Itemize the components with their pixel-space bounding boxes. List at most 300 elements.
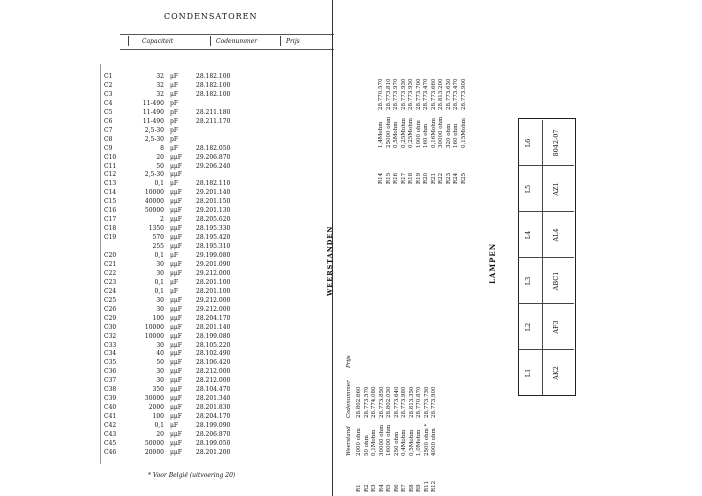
cell-unit: pF <box>170 126 179 134</box>
cell-ref: C39 <box>104 395 117 403</box>
table-row <box>104 144 284 153</box>
cell-unit: μμF <box>170 431 182 438</box>
cell-unit: μμF <box>170 216 182 224</box>
cell-unit: pF <box>170 99 179 107</box>
header-prijs: Prijs <box>286 38 300 45</box>
cell-unit: μμF <box>170 198 182 206</box>
cell-ref: C23 <box>104 278 117 286</box>
cell-unit: μμF <box>170 225 182 233</box>
cell-code: 28.182.050 <box>196 144 231 152</box>
cell-code: 28.106.420 <box>196 359 231 367</box>
resistor-ref: R2 <box>363 484 370 492</box>
resistor-ref: R9 <box>416 484 422 492</box>
cell-cap: 20000 <box>144 448 164 456</box>
cell-unit: μμF <box>170 305 182 313</box>
cell-ref: C3 <box>104 90 113 98</box>
cell-cap: 11-490 <box>142 99 164 107</box>
cell-code: 28.182.100 <box>196 73 231 80</box>
resistor-code: 28.773.630 <box>445 78 452 110</box>
resistor-ref: R7 <box>401 484 407 492</box>
cell-unit: μμF <box>170 413 182 421</box>
cell-code: 28.104.470 <box>196 386 231 394</box>
condensatoren-title: CONDENSATOREN <box>164 12 258 21</box>
table-row <box>104 206 284 215</box>
cell-unit: μF <box>170 422 179 430</box>
resistor-code: 28.773.470 <box>423 78 429 110</box>
cell-cap: 0,1 <box>154 287 164 295</box>
resistor-code: 28.773.900 <box>431 386 437 418</box>
resistor-code: 28.802.660 <box>356 386 362 418</box>
resistor-val: 0,5Mohm <box>408 429 415 456</box>
cell-ref: C43 <box>104 431 117 438</box>
cell-code: 28.195.330 <box>196 225 231 233</box>
resistor-code: 28.773.900 <box>460 78 467 110</box>
cell-unit: μμF <box>170 269 182 277</box>
cell-ref: C19 <box>104 234 117 242</box>
cell-code: 28.182.100 <box>196 81 231 89</box>
resistor-val: 0,25Mohm <box>400 118 407 148</box>
table-row <box>104 99 284 108</box>
cell-code: 29.199.080 <box>196 252 231 259</box>
resistor-ref: R23 <box>445 172 452 184</box>
cell-code: 28.182.100 <box>196 90 231 98</box>
cell-ref: C41 <box>104 413 117 421</box>
cell-unit: μμF <box>170 234 182 242</box>
resistor-code: 28.802.030 <box>386 386 392 418</box>
cell-code: 28.204.170 <box>196 314 231 322</box>
table-row <box>104 269 284 278</box>
cell-code: 29.212.000 <box>196 269 231 277</box>
resistor-val: 50 ohm <box>363 435 370 456</box>
lamp-type: AL4 <box>552 228 560 242</box>
lamp-type: ABC1 <box>552 271 560 291</box>
cell-code: 28.205.620 <box>196 216 231 224</box>
resistor-code: 28.813.200 <box>438 78 444 110</box>
table-row <box>104 394 284 403</box>
resistor-val: 30000 ohm <box>438 116 444 148</box>
table-row <box>104 126 284 135</box>
cell-cap: 30 <box>156 269 164 277</box>
table-row <box>104 170 284 179</box>
cell-cap: 40000 <box>144 198 164 206</box>
resistor-code: 28.773.470 <box>453 78 459 110</box>
cell-ref: C4 <box>104 99 113 107</box>
cell-cap: 0,1 <box>154 180 164 188</box>
cell-unit: μμF <box>170 377 182 385</box>
cell-cap: 50 <box>156 359 164 367</box>
resistor-code: 28.773.850 <box>378 386 385 418</box>
table-row <box>104 367 284 376</box>
lamp-slot: L3 <box>524 276 532 286</box>
lamp-type: AF3 <box>552 320 560 334</box>
cell-ref: C6 <box>104 117 113 125</box>
cell-ref: C32 <box>104 332 117 340</box>
cell-unit: μμF <box>170 350 182 358</box>
resistor-code: 28.770.870 <box>416 386 422 418</box>
cell-cap: 11-490 <box>142 117 164 125</box>
cell-cap: 2 <box>160 216 164 224</box>
resistor-val: 0,25Mohm <box>408 118 414 148</box>
cell-unit: μμF <box>170 207 182 215</box>
resistor-code: 28.813.350 <box>408 386 415 418</box>
header-capaciteit: Capaciteit <box>142 38 174 45</box>
resistor-val: 160 ohm <box>423 123 429 148</box>
cell-ref: C26 <box>104 305 117 313</box>
cell-ref: C11 <box>104 162 117 170</box>
cell-ref: C21 <box>104 260 117 268</box>
cell-code: 28.201.100 <box>196 287 231 295</box>
cell-unit: μF <box>170 144 179 152</box>
cell-unit: μμF <box>170 341 182 349</box>
table-row <box>104 412 284 421</box>
cell-cap: 32 <box>156 73 164 80</box>
cell-ref: C30 <box>104 323 117 331</box>
resistor-code: 28.773.570 <box>363 386 370 418</box>
resistor-ref: R14 <box>378 172 384 184</box>
cell-cap: 20 <box>156 431 164 438</box>
resistor-val: 30000 ohm <box>378 424 385 456</box>
cell-cap: 20 <box>156 153 164 161</box>
cell-cap: 100 <box>152 413 164 421</box>
cell-unit: μμF <box>170 386 182 394</box>
cell-cap: 40 <box>156 350 164 358</box>
cell-cap: 2,5-30 <box>144 126 164 134</box>
cell-ref: C33 <box>104 341 117 349</box>
resistor-ref: R1 <box>356 484 362 492</box>
header-divider <box>280 36 281 46</box>
cell-ref: C46 <box>104 448 117 456</box>
cell-code: 28.201.100 <box>196 278 231 286</box>
left-rule <box>100 64 101 464</box>
cell-cap: 30 <box>156 305 164 313</box>
table-row <box>104 385 284 394</box>
resistor-ref: R5 <box>386 484 392 492</box>
cell-cap: 30 <box>156 296 164 304</box>
lampen-title: LAMPEN <box>488 242 497 284</box>
cell-unit: pF <box>170 117 179 125</box>
resistor-code: 28.773.640 <box>393 386 400 418</box>
resistor-code: 28.773.810 <box>385 78 392 110</box>
table-row <box>104 323 284 332</box>
resistor-val: 1000 ohm <box>415 120 422 148</box>
cell-unit: μμF <box>170 189 182 197</box>
resistor-val: 0,5Mohm <box>393 121 399 148</box>
cell-unit: μF <box>170 81 179 89</box>
cell-ref: C20 <box>104 252 117 259</box>
cell-unit: μμF <box>170 314 182 322</box>
cell-ref: C36 <box>104 368 117 376</box>
resistor-code: 28.773.930 <box>408 78 414 110</box>
lamp-type: AK2 <box>552 366 560 380</box>
lamp-type: 8042-07 <box>552 129 560 157</box>
cell-ref: C12 <box>104 171 117 179</box>
lamp-type: AZ1 <box>552 182 560 196</box>
table-row <box>104 233 284 242</box>
cell-ref: C15 <box>104 198 117 206</box>
lamp-slot: L5 <box>524 184 532 194</box>
resistor-code: 28.773.930 <box>400 78 407 110</box>
cell-ref: C29 <box>104 314 117 322</box>
cell-ref: C9 <box>104 144 113 152</box>
cell-code: 29.201.140 <box>196 189 231 197</box>
cell-unit: μμF <box>170 162 182 170</box>
cell-code: 28.201.150 <box>196 198 231 206</box>
resistor-val: 1,0Mohm <box>416 429 422 456</box>
cell-code: 28.204.170 <box>196 413 231 421</box>
table-row <box>104 305 284 314</box>
cell-ref: C10 <box>104 153 117 161</box>
cell-unit: μμF <box>170 171 182 179</box>
cell-ref: C13 <box>104 180 117 188</box>
condensatoren-header <box>120 34 334 50</box>
table-row <box>104 242 284 251</box>
table-row <box>104 162 284 171</box>
cell-code: 28.201.830 <box>196 404 231 412</box>
table-row <box>104 358 284 367</box>
cell-cap: 100 <box>152 314 164 322</box>
cell-cap: 570 <box>152 234 164 242</box>
cell-ref: C17 <box>104 216 117 224</box>
resistor-val: 25000 ohm <box>385 116 392 148</box>
resistor-val: 250 ohm <box>393 431 400 456</box>
table-row <box>104 260 284 269</box>
cell-unit: μμF <box>170 359 182 367</box>
resistor-ref: R3 <box>371 484 377 492</box>
cell-unit: μμF <box>170 243 182 251</box>
lamp-slot: L2 <box>524 322 532 332</box>
cell-ref: C35 <box>104 359 117 367</box>
lamp-slot: L6 <box>524 138 532 148</box>
cell-cap: 8 <box>160 144 164 152</box>
resistor-code: 28.773.980 <box>401 386 407 418</box>
table-row <box>104 135 284 144</box>
cell-unit: μμF <box>170 395 182 403</box>
cell-code: 28.195.420 <box>196 234 231 242</box>
table-row <box>104 287 284 296</box>
cell-code: 28.212.000 <box>196 377 231 385</box>
cell-code: 29.212.000 <box>196 305 231 313</box>
cell-ref: C25 <box>104 296 117 304</box>
cell-code: 28.201.200 <box>196 448 231 456</box>
lampen-table <box>488 120 578 396</box>
header-divider <box>210 36 211 46</box>
table-row <box>104 349 284 358</box>
cell-cap: 2,5-30 <box>144 135 164 143</box>
cell-code: 28.211.180 <box>196 108 231 116</box>
resistor-code: 28.773.700 <box>415 78 422 110</box>
table-row <box>104 278 284 287</box>
lamp-slot: L4 <box>524 230 532 240</box>
resistor-ref: R18 <box>408 172 414 184</box>
resistor-val: 4000 ohm <box>431 428 437 456</box>
table-row <box>104 215 284 224</box>
resistor-ref: R15 <box>385 172 392 184</box>
cell-ref: C7 <box>104 126 113 134</box>
resistor-code: 28.774.080 <box>371 386 377 418</box>
cell-cap: 30 <box>156 377 164 385</box>
cell-cap: 0,1 <box>154 252 164 259</box>
lamp-slot: L1 <box>524 368 532 378</box>
cell-unit: pF <box>170 135 179 143</box>
cell-ref: C22 <box>104 269 117 277</box>
resistor-val: 2500 ohm * <box>423 423 430 456</box>
cell-unit: μμF <box>170 296 182 304</box>
resistor-code: 28.773.970 <box>393 78 399 110</box>
cell-unit: μμF <box>170 368 182 376</box>
cell-ref: C40 <box>104 404 117 412</box>
cell-ref: C45 <box>104 439 117 447</box>
cell-cap: 30 <box>156 368 164 376</box>
cell-ref: C2 <box>104 81 113 89</box>
cell-cap: 255 <box>152 243 164 251</box>
table-row <box>104 81 284 90</box>
resistor-val: 320 ohm <box>445 123 452 148</box>
cell-unit: μμF <box>170 404 182 412</box>
cell-unit: μμF <box>170 260 182 268</box>
table-row <box>104 72 284 81</box>
cell-cap: 2,5-30 <box>144 171 164 179</box>
cell-code: 29.206.870 <box>196 153 231 161</box>
resistor-ref: R22 <box>438 172 444 184</box>
cell-cap: 0,1 <box>154 422 164 430</box>
cell-code: 28.105.220 <box>196 341 231 349</box>
cell-ref: C34 <box>104 350 117 358</box>
cell-unit: μF <box>170 90 179 98</box>
resistor-val: 0,1Mohm <box>371 429 377 456</box>
cell-ref: C1 <box>104 73 113 80</box>
resistor-val: 0,15Mohm <box>460 118 467 148</box>
cell-code: 28.201.140 <box>196 323 231 331</box>
table-row <box>104 188 284 197</box>
cell-cap: 10000 <box>144 323 164 331</box>
table-row <box>104 430 284 439</box>
cell-code: 28.182.110 <box>196 180 231 188</box>
resistor-code: 28.770.570 <box>378 78 384 110</box>
cell-unit: μF <box>170 287 179 295</box>
cell-cap: 50 <box>156 162 164 170</box>
cell-ref: C38 <box>104 386 117 394</box>
cell-cap: 2000 <box>148 404 164 412</box>
cell-ref: C5 <box>104 108 113 116</box>
cell-code: 28.199.050 <box>196 439 231 447</box>
lampen-row-divider <box>542 120 543 396</box>
cell-unit: μμF <box>170 448 182 456</box>
cell-code: 28.206.870 <box>196 431 231 438</box>
cell-unit: μμF <box>170 332 182 340</box>
cell-cap: 30 <box>156 341 164 349</box>
table-row <box>104 251 284 260</box>
table-row <box>104 117 284 126</box>
table-row <box>104 224 284 233</box>
table-row <box>104 108 284 117</box>
cell-cap: 30 <box>156 260 164 268</box>
cell-ref: C16 <box>104 207 117 215</box>
header-codenummer: Codenummer <box>216 38 258 45</box>
resistor-val: 0,4Mohm <box>401 429 407 456</box>
cell-ref: C42 <box>104 422 117 430</box>
resistor-val: 160 ohm <box>453 123 459 148</box>
cell-code: 28.211.170 <box>196 117 231 125</box>
cell-code: 28.199.090 <box>196 422 231 430</box>
resistor-ref: R8 <box>408 484 415 492</box>
cell-code: 29.212.000 <box>196 296 231 304</box>
cell-unit: pF <box>170 108 179 116</box>
resistor-code: 28.773.730 <box>423 386 430 418</box>
cell-ref: C37 <box>104 377 117 385</box>
resistor-ref: R24 <box>453 172 459 184</box>
table-row <box>104 332 284 341</box>
cell-ref: C24 <box>104 287 117 295</box>
table-row <box>104 179 284 188</box>
resistor-ref: R19 <box>415 172 422 184</box>
weerstanden-header: Codenummer <box>346 380 352 418</box>
table-row <box>104 153 284 162</box>
cell-code: 29.201.130 <box>196 207 231 215</box>
resistor-ref: R6 <box>393 484 400 492</box>
table-row <box>104 341 284 350</box>
cell-cap: 30000 <box>144 395 164 403</box>
cell-unit: μμF <box>170 153 182 161</box>
cell-cap: 10000 <box>144 332 164 340</box>
resistor-ref: R11 <box>423 480 430 492</box>
resistor-ref: R20 <box>423 172 429 184</box>
resistor-code: 28.773.660 <box>430 78 437 110</box>
weerstanden-header: Prijs <box>346 355 352 368</box>
resistor-ref: R25 <box>460 172 467 184</box>
table-row <box>104 197 284 206</box>
weerstanden-table <box>326 0 476 496</box>
cell-unit: μF <box>170 73 179 80</box>
cell-cap: 11-490 <box>142 108 164 116</box>
cell-unit: μF <box>170 278 179 286</box>
resistor-ref: R16 <box>393 172 399 184</box>
cell-unit: μF <box>170 252 179 259</box>
weerstanden-title: WEERSTANDEN <box>326 225 334 296</box>
cell-unit: μμF <box>170 439 182 447</box>
cell-code: 28.195.310 <box>196 243 231 251</box>
cell-cap: 50000 <box>144 207 164 215</box>
cell-unit: μF <box>170 180 179 188</box>
resistor-ref: R17 <box>400 172 407 184</box>
table-row <box>104 376 284 385</box>
weerstanden-header: Weerstand <box>346 426 352 456</box>
resistor-val: 1,4Mohm <box>378 121 384 148</box>
cell-ref: C18 <box>104 225 117 233</box>
resistor-val: 2000 ohm <box>356 428 362 456</box>
cell-cap: 350 <box>152 386 164 394</box>
table-row <box>104 421 284 430</box>
cell-code: 28.212.000 <box>196 368 231 376</box>
cell-code: 29.206.240 <box>196 162 231 170</box>
table-row <box>104 403 284 412</box>
header-divider <box>128 36 129 46</box>
cell-code: 28.199.080 <box>196 332 231 340</box>
table-row <box>104 296 284 305</box>
cell-cap: 32 <box>156 90 164 98</box>
table-row <box>104 439 284 448</box>
cell-cap: 10000 <box>144 189 164 197</box>
resistor-val: 16000 ohm <box>386 424 392 456</box>
resistor-ref: R12 <box>431 480 437 492</box>
resistor-ref: R4 <box>378 484 385 492</box>
cell-code: 28.201.340 <box>196 395 231 403</box>
cell-ref: C14 <box>104 189 117 197</box>
cell-cap: 1350 <box>148 225 164 233</box>
cell-cap: 50000 <box>144 439 164 447</box>
cell-code: 28.102.490 <box>196 350 231 358</box>
table-row <box>104 314 284 323</box>
resistor-val: 0,16Mohm <box>430 118 437 148</box>
